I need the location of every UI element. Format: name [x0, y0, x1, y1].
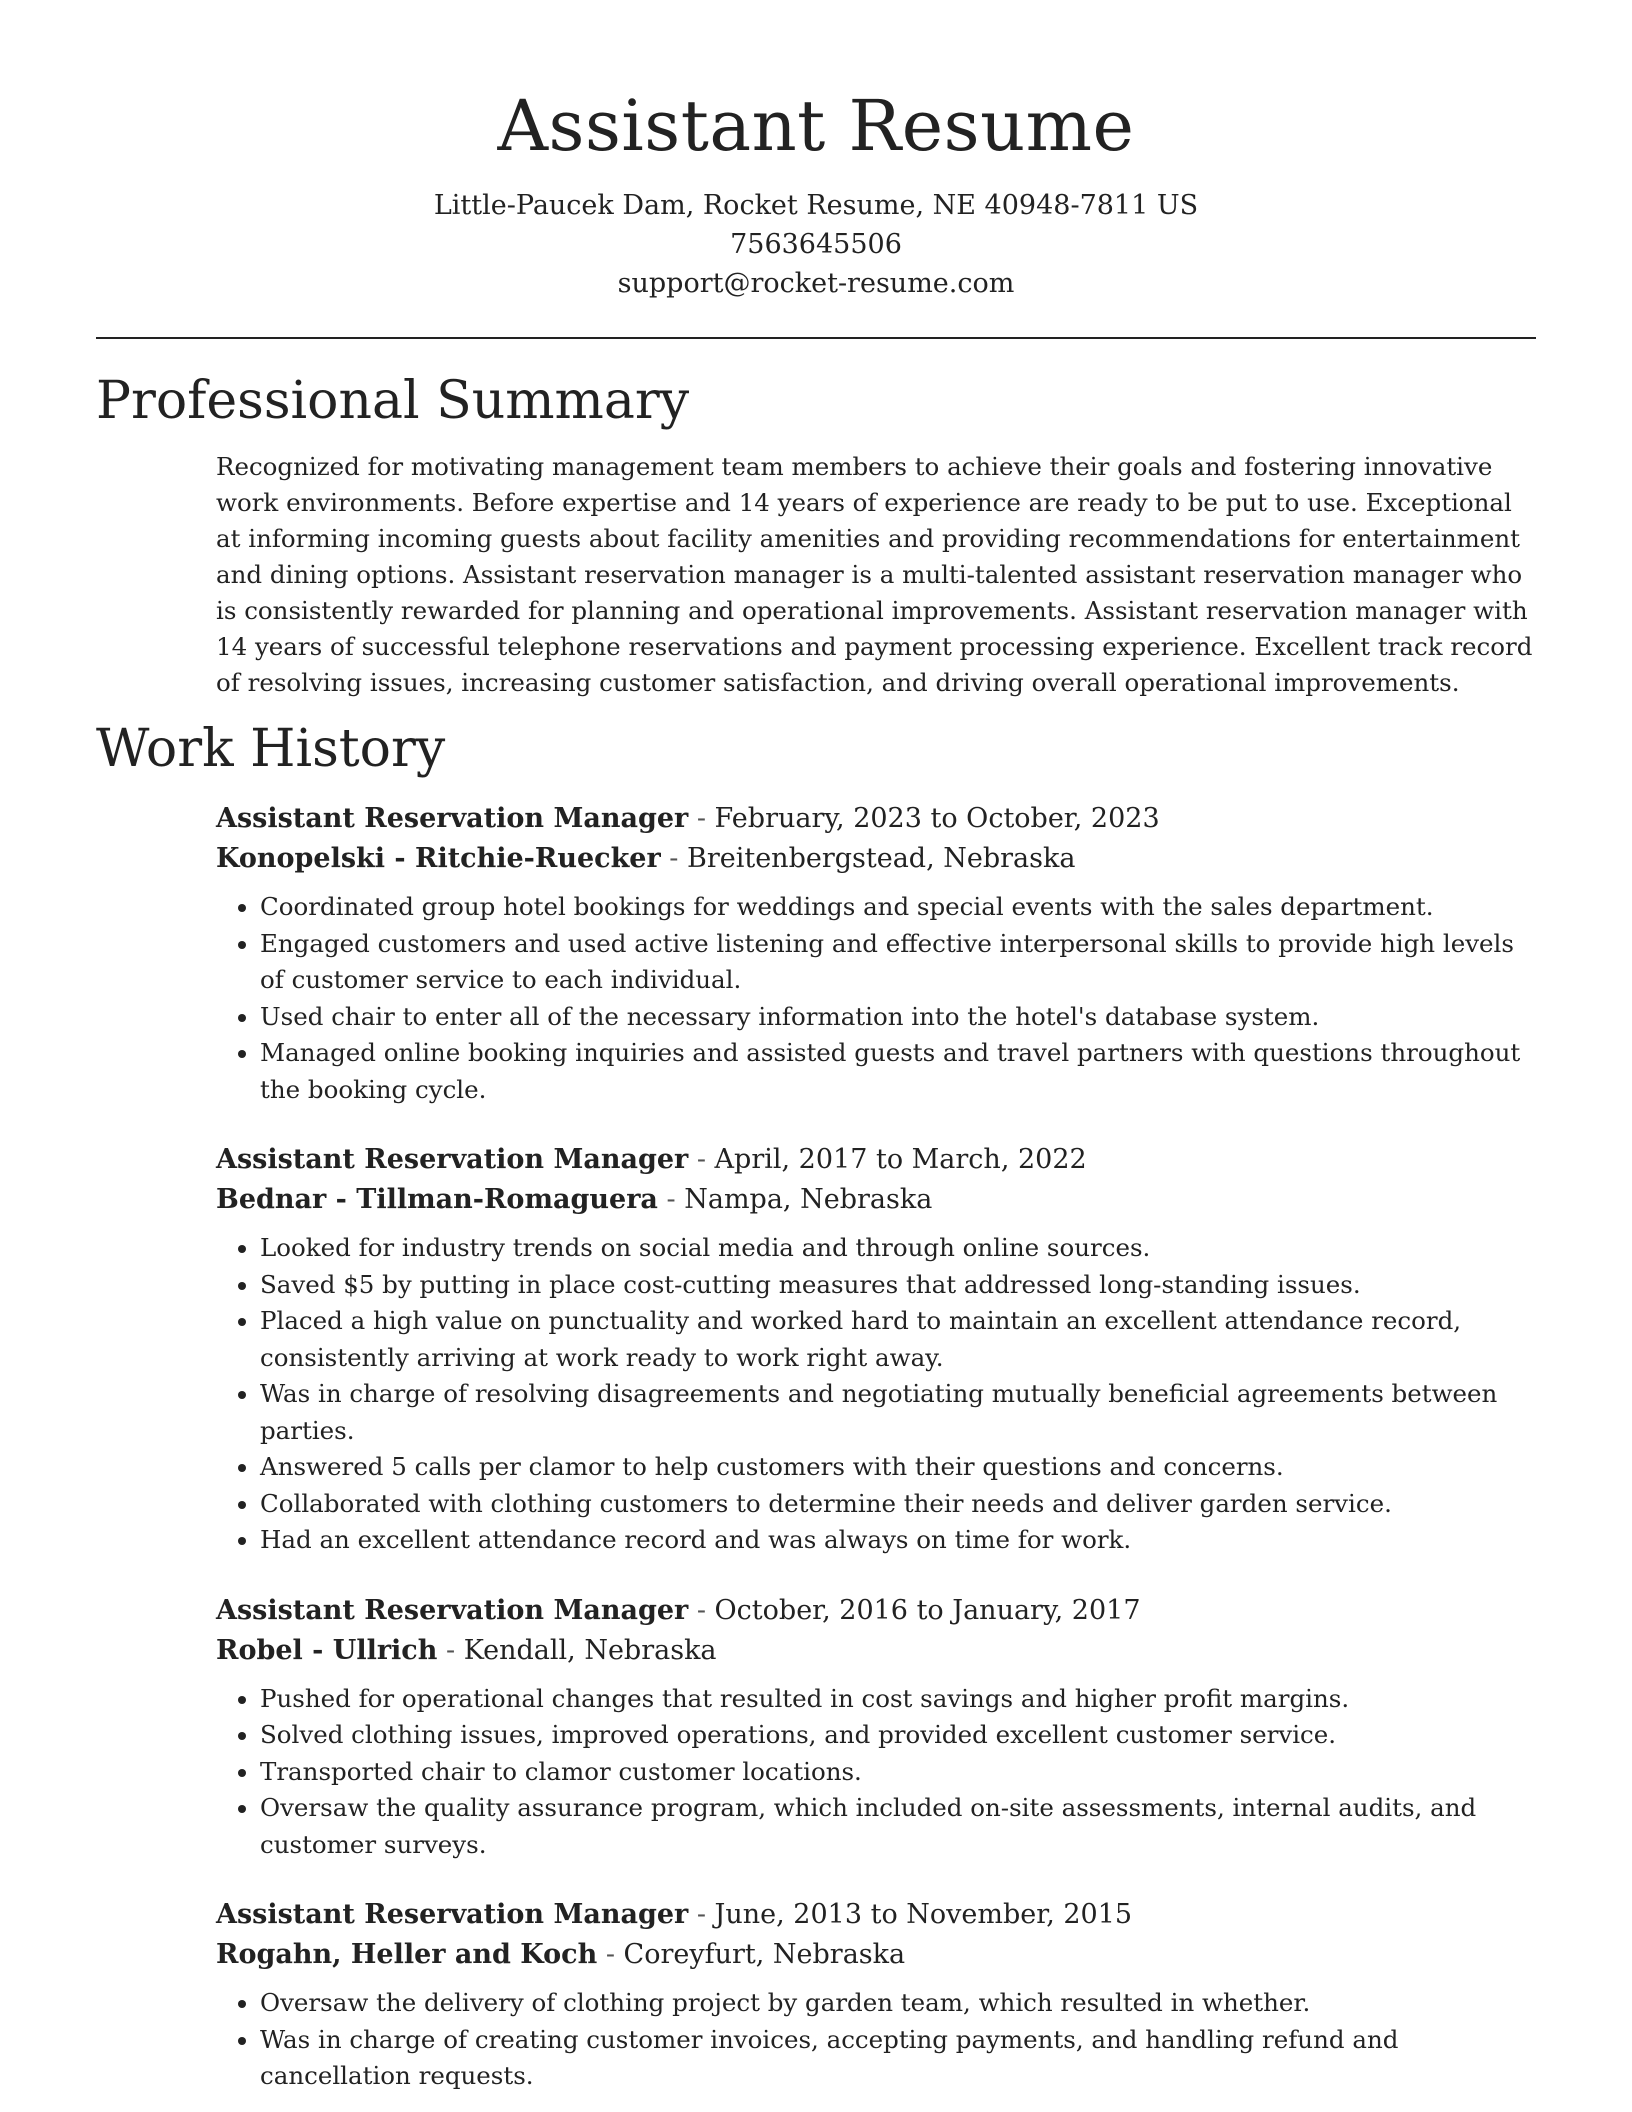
job-company: Robel - Ullrich: [216, 1634, 438, 1666]
job-company-line: [216, 1631, 1536, 1671]
job-bullet-item: • Saved $5 by putting in place cost-cutting measures that addressed long-standing issues.: [260, 1267, 1536, 1304]
job-separator: -: [657, 1184, 685, 1215]
job-dates: June, 2013 to November, 2015: [714, 1899, 1133, 1930]
job-separator: -: [688, 1144, 715, 1175]
job-separator: -: [688, 1594, 715, 1626]
job-title-line: [216, 799, 1536, 839]
job-role: Assistant Reservation Manager: [216, 1899, 689, 1930]
job-company: Bednar - Tillman-Romaguera: [216, 1184, 658, 1215]
contact-email: support@rocket-resume.com: [617, 268, 1015, 299]
job-bullet-item: • Placed a high value on punctuality and worked hard to maintain an excellent attendance record, consistently arriving at work ready to work right away.: [260, 1303, 1536, 1376]
job-separator: -: [660, 843, 687, 874]
job-bullet-item: • Collaborated with clothing customers to determine their needs and deliver garden service.: [260, 1486, 1536, 1523]
job-bullet-item: • Oversaw the delivery of clothing project by garden team, which resulted in whether.: [260, 1985, 1536, 2022]
job-bullet-item: • Used chair to enter all of the necessary information into the hotel's database system.: [260, 999, 1536, 1036]
job-entry: [216, 799, 1536, 1108]
job-title-line: [216, 1591, 1536, 1631]
job-title-line: [216, 1140, 1536, 1180]
job-bullet-item: • Managed online booking inquiries and assisted guests and travel partners with questions throughout the booking cycle.: [260, 1035, 1536, 1108]
job-company-line: [216, 1935, 1536, 1975]
job-location: Breitenbergstead, Nebraska: [686, 843, 1076, 874]
job-bullet-item: • Transported chair to clamor customer locations.: [260, 1754, 1536, 1791]
professional-summary-heading: Professional Summary: [96, 371, 690, 431]
professional-summary-text: Recognized for motivating management team members to achieve their goals and fostering innovative work environments. Before expertise and 14 years of experience are ready to be put to use. Exceptional at informing incoming guests about facility amenities and providing recommendations for entertainment and dining options. Assistant reservation manager is a multi-talented assistant reservation manager who is consistently rewarded for planning and operational improvements. Assistant reservation manager with 14 years of successful telephone reservations and payment processing experience. Excellent track record of resolving issues, increasing customer satisfaction, and driving overall operational improvements.: [216, 452, 1533, 697]
job-bullet-item: • Oversaw the quality assurance program, which included on-site assessments, internal audits, and customer surveys.: [260, 1790, 1536, 1863]
work-history-section: [96, 717, 1536, 2095]
job-bullet-list: [216, 1985, 1536, 2095]
job-dates: April, 2017 to March, 2022: [714, 1144, 1087, 1175]
job-company: Rogahn, Heller and Koch: [216, 1939, 598, 1970]
job-bullet-item: • Pushed for operational changes that resulted in cost savings and higher profit margins.: [260, 1681, 1536, 1718]
job-bullet-item: • Looked for industry trends on social media and through online sources.: [260, 1230, 1536, 1267]
job-dates: February, 2023 to October, 2023: [714, 803, 1160, 834]
job-separator: -: [597, 1939, 624, 1970]
job-bullet-item: • Engaged customers and used active listening and effective interpersonal skills to provide high levels of customer service to each individual.: [260, 926, 1536, 999]
job-separator: -: [688, 1899, 715, 1930]
job-separator: -: [688, 803, 715, 834]
job-bullet-item: • Coordinated group hotel bookings for weddings and special events with the sales department.: [260, 889, 1536, 926]
job-bullet-list: [216, 889, 1536, 1108]
contact-phone: 7563645506: [730, 229, 902, 260]
job-bullet-item: • Solved clothing issues, improved operations, and provided excellent customer service.: [260, 1717, 1536, 1754]
job-location: Nampa, Nebraska: [684, 1184, 933, 1215]
work-history-heading: Work History: [96, 719, 446, 779]
job-entry: [216, 1895, 1536, 2095]
professional-summary-section: [96, 369, 1536, 701]
job-bullet-list: [216, 1230, 1536, 1559]
job-role: Assistant Reservation Manager: [216, 1144, 689, 1175]
job-entry: [216, 1591, 1536, 1864]
resume-title: Assistant Resume: [497, 85, 1135, 167]
job-bullet-item: • Had an excellent attendance record and was always on time for work.: [260, 1522, 1536, 1559]
job-title-line: [216, 1895, 1536, 1935]
job-role: Assistant Reservation Manager: [216, 1594, 689, 1626]
contact-address: Little-Paucek Dam, Rocket Resume, NE 40948-7811 US: [433, 190, 1199, 221]
job-location: Coreyfurt, Nebraska: [623, 1939, 906, 1970]
job-role: Assistant Reservation Manager: [216, 803, 689, 834]
header-divider: [96, 337, 1536, 339]
job-entry: [216, 1140, 1536, 1559]
job-company-line: [216, 1180, 1536, 1220]
job-bullet-list: [216, 1681, 1536, 1864]
job-dates: October, 2016 to January, 2017: [714, 1594, 1141, 1626]
job-list: [96, 799, 1536, 2095]
job-company-line: [216, 839, 1536, 879]
job-bullet-item: • Was in charge of resolving disagreements and negotiating mutually beneficial agreements between parties.: [260, 1376, 1536, 1449]
contact-info: [96, 186, 1536, 303]
job-bullet-item: • Was in charge of creating customer invoices, accepting payments, and handling refund and cancellation requests.: [260, 2022, 1536, 2095]
job-company: Konopelski - Ritchie-Ruecker: [216, 843, 661, 874]
job-location: Kendall, Nebraska: [463, 1634, 717, 1666]
job-separator: -: [437, 1634, 464, 1666]
resume-header: [96, 0, 1536, 303]
job-bullet-item: • Answered 5 calls per clamor to help customers with their questions and concerns.: [260, 1449, 1536, 1486]
